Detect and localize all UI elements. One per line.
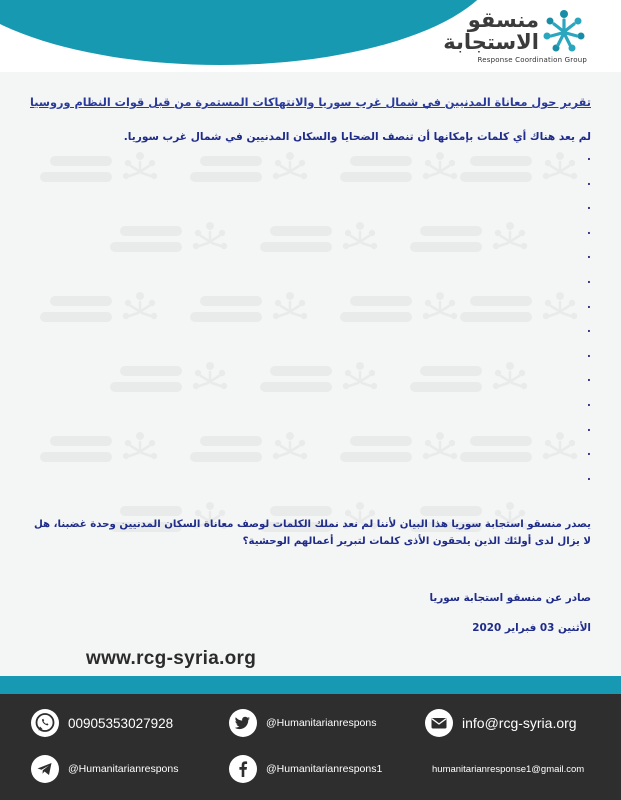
- bullet-item: .: [586, 174, 591, 188]
- issuer-line: صادر عن منسقو استجابة سوريا: [429, 592, 591, 604]
- footer-facebook[interactable]: [228, 752, 382, 786]
- logo-arabic-line2: الاستجابة: [443, 30, 539, 54]
- website-link[interactable]: www.rcg-syria.org: [86, 648, 257, 669]
- statement-paragraph: يصدر منسقو استجابة سوريا هذا البيان لأننا لم نعد نملك الكلمات لوصف معاناة السكان المدنيين وحدة غضبنا، هل لا يزال لدى أولئك الذين يلحقون الأذى كلمات لتبرير أعمالهم الوحشية؟: [33, 519, 591, 547]
- header: [0, 0, 621, 72]
- bullet-list: [31, 150, 591, 494]
- email-address: info@rcg-syria.org: [462, 715, 577, 731]
- bullet-item: .: [586, 469, 591, 483]
- logo-arabic-line1: منسقو: [467, 8, 539, 32]
- footer-telegram[interactable]: [30, 752, 178, 786]
- footer-email[interactable]: [424, 706, 577, 740]
- email-icon: [424, 708, 454, 738]
- report-title: تقرير حول معاناة المدنيين في شمال غرب سوريا والانتهاكات المستمرة من قبل قوات النظام وروسيا: [30, 96, 591, 109]
- date-line: الأثنين 03 فبراير 2020: [472, 622, 591, 634]
- whatsapp-number: 00905353027928: [68, 715, 174, 731]
- footer-email-secondary[interactable]: [432, 752, 584, 786]
- bullet-item: .: [586, 150, 591, 163]
- telegram-handle: @Humanitarianrespons: [68, 763, 179, 775]
- footer-whatsapp[interactable]: [30, 706, 173, 740]
- logo: [431, 6, 591, 66]
- bullet-item: .: [586, 297, 591, 311]
- bullet-item: .: [586, 395, 591, 409]
- facebook-handle: @Humanitarianrespons1: [266, 763, 383, 775]
- email-address-secondary: humanitarianresponse1@gmail.com: [432, 763, 585, 775]
- logo-english: Response Coordination Group: [477, 56, 587, 64]
- intro-line: لم يعد هناك أي كلمات بإمكانها أن تنصف الضحايا والسكان المدنيين في شمال غرب سوريا.: [123, 131, 591, 143]
- bullet-item: .: [586, 346, 591, 360]
- whatsapp-icon: [30, 708, 60, 738]
- bullet-item: .: [586, 223, 591, 237]
- bullet-item: .: [586, 248, 591, 262]
- logo-people-icon: [541, 8, 587, 54]
- footer-twitter[interactable]: [228, 706, 376, 740]
- twitter-handle: @Humanitarianrespons: [266, 717, 377, 729]
- bullet-item: .: [586, 322, 591, 336]
- facebook-icon: [228, 754, 258, 784]
- footer-accent-bar: [0, 676, 621, 694]
- bullet-item: .: [586, 445, 591, 459]
- bullet-item: .: [586, 199, 591, 213]
- bullet-item: .: [586, 371, 591, 385]
- bullet-item: .: [586, 272, 591, 286]
- telegram-icon: [30, 754, 60, 784]
- footer: [0, 676, 621, 800]
- bullet-item: .: [586, 420, 591, 434]
- twitter-icon: [228, 708, 258, 738]
